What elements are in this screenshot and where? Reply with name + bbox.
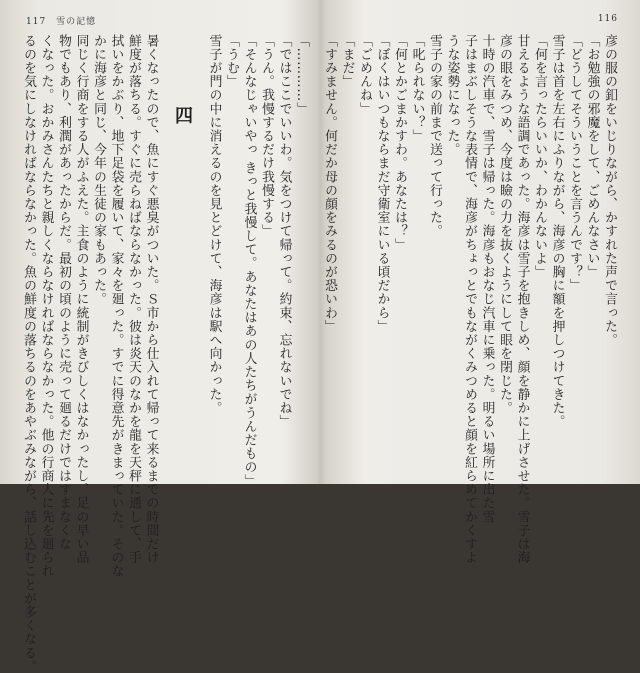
text-line: 「ぼくはいつもならまだ守衛室にいる頃だから」 [374,34,390,334]
text-line: 「…………」 [294,34,309,116]
left-page-header [26,14,96,27]
chapter-heading: 四 [172,106,193,124]
text-line: 十時の汽車で、雪子は帰った。海彦もおなじ汽車に乗った。明るい場所に出た雪 [479,34,495,524]
running-title: 雪の記憶 [56,17,97,27]
left-page [0,0,318,673]
text-line: 同じく行商をする人がふえた。主食のように統制がきびしくはなかったし、足の早い品 [73,34,89,565]
text-line: 雪子が門の中に消えるのを見とどけて、海彦は駅へ向かった。 [206,34,222,415]
text-line: 「お勉強の邪魔をして、ごめんなさい」 [584,34,600,279]
text-line: 拭いをかぶり、地下足袋を履いて、家々を廻った。すでに得意先がきまっていた。そのな [108,34,124,578]
text-line: 甘えるような語調であった。海彦は雪子を抱きしめ、顔を静かに上げさせた。雪子は海 [514,34,530,565]
text-line: 「何を言ったらいいか、わかんないよ」 [532,34,547,279]
text-line: るのを気にしなければならなかった。魚の鮮度の落ちるのをあやぶみながら、話し込むことが多くなる。 [21,34,36,673]
text-line: かに海彦と同じ、今年の生徒の家もあった。 [91,34,106,306]
text-line: 鮮度が落ちる。すぐに売らねばならなかった。彼は炎天のなかを龍を天秤に通して、手 [126,34,141,565]
right-page-text [322,34,618,565]
text-line: 「まだ」 [339,34,355,89]
right-page-header [598,14,618,24]
text-line: 「すみません。何だか母の顔をみるのが恐いわ」 [322,34,337,334]
text-line: 「うむ」 [224,34,239,89]
text-line: 「叱られない？」 [409,34,425,143]
text-line: 彦の眼をみつめ、今度は瞼の力を抜くようにして眼を閉じた。 [497,34,512,415]
right-page [322,0,640,565]
text-line: 雪子の家の前まで送って行った。 [427,34,442,238]
text-line: くなった。おかみさんたちと親しくならなければならなかった。他の行商人に先を廻られ [38,34,54,578]
text-line: 「ごめんね」 [357,34,372,116]
text-line: 「うん。我慢するだけ我慢する」 [259,34,274,238]
text-line: 暑くなったので、魚にすぐ悪臭がついた。Ｓ市から仕入れて帰って来るまでの時間だけ [143,34,159,565]
text-line: 「そんなじゃいやっ きっと我慢して。あなたはあの人たちがうんだもの」 [241,34,257,488]
text-line: うな姿勢になった。 [444,34,460,157]
left-page-text [16,34,310,673]
page-number-right: 116 [597,14,618,24]
text-line: 雪子は首を左右にふりながら、海彦の胸に額を押しつけてきた。 [549,34,565,429]
text-line: 彦の服の釦をいじりながら、かすれた声で言った。 [602,34,617,347]
text-line: 「ではここでいいわ。気をつけて帰って。約束、忘れないでね」 [276,34,292,429]
text-line: 子はまぶしそうな表情で、海彦がちょっとでもながくみつめると顔を紅らめてかくすよ [462,34,477,565]
text-line: 物でもあり、利潤があったからだ。最初の頃のように売って廻るだけではすまなくな [56,34,71,551]
text-line: 「何とかごまかすわ。あなたは？」 [392,34,407,252]
text-line: 「どうしてそういうことを言うんです？」 [567,34,582,293]
page-number-left: 117 [26,17,47,27]
